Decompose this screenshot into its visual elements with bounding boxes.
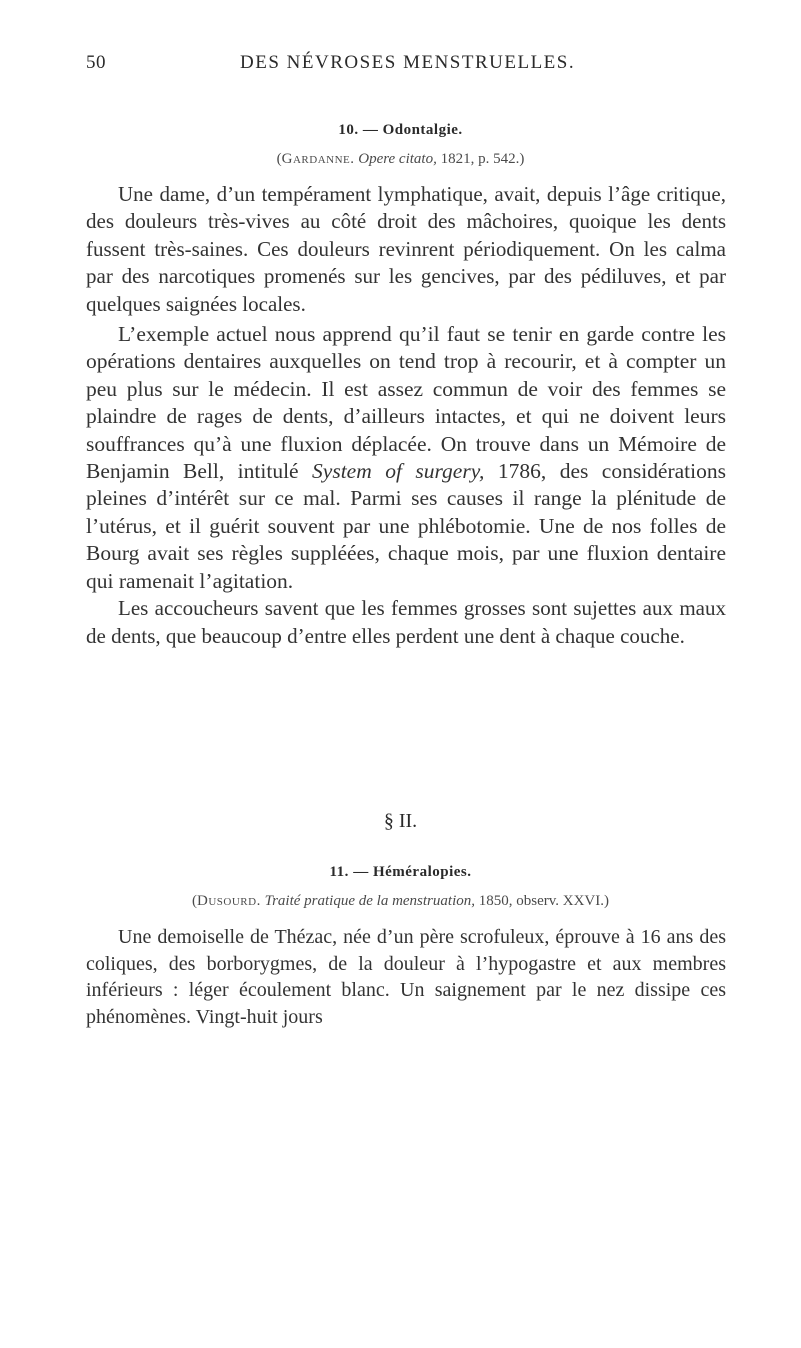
section-number: 11. [329,864,349,880]
page-number: 50 [86,52,106,73]
citation-work: Opere citato, [358,151,437,167]
citation-work: Traité pratique de la menstruation, [264,893,475,909]
section-title: Odontalgie. [382,122,463,138]
section-heading-odontalgie [0,122,801,139]
section-dash: — [362,122,379,138]
work-title: System of surgery, [312,459,485,484]
running-head [86,52,726,82]
subsection-heading: § II. [383,810,418,832]
citation-details: 1850, observ. XXVI. [478,893,604,909]
section-11-text [86,924,726,1030]
paragraph-text: 1786, des considérations pleines d’intérêt sur ce mal. Parmi ses causes il range la plénitude de l’utérus, et il guérit souvent par une phlébotomie. Une de nos folles de Bourg avait ses règles suppléées, chaque mois, par une fluxion dentaire qui ramenait l’agitation. [86,459,726,593]
section-title: Héméralopies. [372,864,472,880]
paragraph: Une demoiselle de Thézac, née d’un père scrofuleux, éprouve à 16 ans des coliques, des borborygmes, de la douleur à l’hypogastre et aux membres inférieurs : léger écoulement blanc. Un saignement par le nez dissipe ces phénomènes. Vingt-huit jours [86,926,726,1028]
citation-gardanne: (Gardanne. Opere citato, 1821, p. 542.) [276,151,525,167]
section-heading-hemeralopies [0,864,801,881]
paragraph [86,321,726,595]
section-10-text [86,181,726,650]
paragraph: Les accoucheurs savent que les femmes grosses sont sujettes aux maux de dents, que beaucoup d’entre elles perdent une dent à chaque couche. [86,596,726,648]
section-number: 10. [338,122,359,138]
paragraph: Une dame, d’un tempérament lymphatique, avait, depuis l’âge critique, des douleurs très-vives au côté droit des mâchoires, quoique les dents fussent très-saines. Ces douleurs revinrent périodiquement. On les calma par des narcotiques promenés sur les gencives, par des pédiluves, et par quelques saignées locales. [86,182,726,316]
running-title: DES NÉVROSES MENSTRUELLES. [240,52,576,73]
citation-author: Gardanne. [281,151,355,167]
citation-author: Dusourd. [197,893,261,909]
section-dash: — [353,864,369,880]
citation-details: 1821, p. 542. [440,151,520,167]
citation-dusourd: (Dusourd. Traité pratique de la menstruation, 1850, observ. XXVI.) [192,893,609,909]
paragraph-text: L’exemple actuel nous apprend qu’il faut se tenir en garde contre les opérations dentaires auxquelles on tend trop à recourir, et à compter un peu plus sur le médecin. Il est assez commun de voir des femmes se plaindre de rages de dents, d’ailleurs intactes, et qui ne doivent leurs souffrances qu’à une fluxion déplacée. On trouve dans un Mémoire de Benjamin Bell, intitulé [86,322,726,484]
